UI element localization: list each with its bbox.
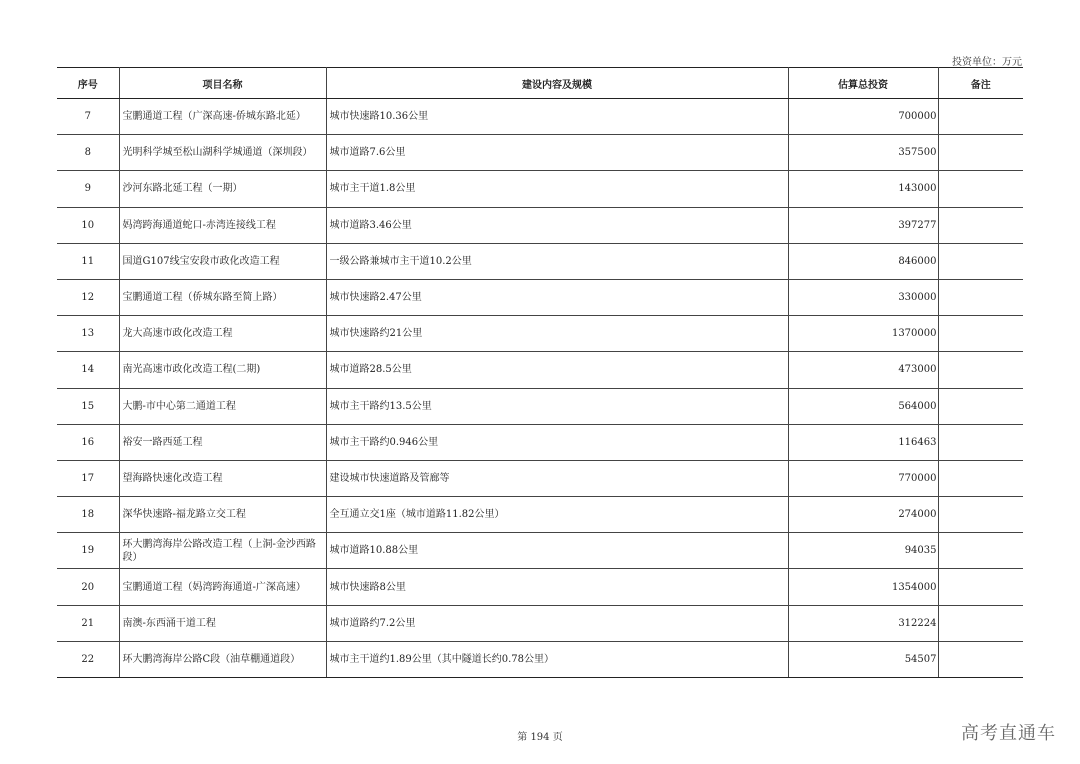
header-seq: 序号 — [57, 68, 119, 99]
cell-total-investment: 700000 — [788, 99, 938, 135]
table-row — [57, 641, 1023, 677]
table-row — [57, 533, 1023, 569]
table-row — [57, 497, 1023, 533]
header-remarks: 备注 — [938, 68, 1023, 99]
cell-content-scale: 城市快速路约21公里 — [326, 316, 788, 352]
cell-content-scale: 城市主干路约13.5公里 — [326, 388, 788, 424]
cell-remarks — [938, 641, 1023, 677]
cell-project-name: 南澳-东西涌干道工程 — [119, 605, 326, 641]
table-row — [57, 569, 1023, 605]
cell-content-scale: 城市道路28.5公里 — [326, 352, 788, 388]
cell-content-scale: 城市道路3.46公里 — [326, 207, 788, 243]
cell-project-name: 宝鹏通道工程（侨城东路至简上路） — [119, 279, 326, 315]
cell-remarks — [938, 207, 1023, 243]
investment-unit-note: 投资单位：万元 — [952, 57, 1022, 68]
cell-seq: 10 — [57, 207, 119, 243]
cell-content-scale: 一级公路兼城市主干道10.2公里 — [326, 243, 788, 279]
table-row — [57, 352, 1023, 388]
cell-seq: 16 — [57, 424, 119, 460]
cell-seq: 20 — [57, 569, 119, 605]
cell-seq: 9 — [57, 171, 119, 207]
watermark-logo-text: 高考直通车 — [961, 723, 1056, 744]
cell-seq: 18 — [57, 497, 119, 533]
cell-project-name: 沙河东路北延工程（一期） — [119, 171, 326, 207]
cell-project-name: 环大鹏湾海岸公路C段（油草棚通道段） — [119, 641, 326, 677]
table-row — [57, 135, 1023, 171]
cell-seq: 14 — [57, 352, 119, 388]
cell-content-scale: 城市主干路约0.946公里 — [326, 424, 788, 460]
page-number: 第 194 页 — [517, 732, 563, 743]
cell-total-investment: 143000 — [788, 171, 938, 207]
table-row — [57, 243, 1023, 279]
cell-seq: 17 — [57, 460, 119, 496]
cell-content-scale: 城市主干道约1.89公里（其中隧道长约0.78公里） — [326, 641, 788, 677]
cell-seq: 19 — [57, 533, 119, 569]
cell-total-investment: 846000 — [788, 243, 938, 279]
cell-content-scale: 城市道路10.88公里 — [326, 533, 788, 569]
cell-total-investment: 357500 — [788, 135, 938, 171]
cell-remarks — [938, 460, 1023, 496]
cell-seq: 21 — [57, 605, 119, 641]
cell-project-name: 深华快速路-福龙路立交工程 — [119, 497, 326, 533]
cell-remarks — [938, 424, 1023, 460]
cell-project-name: 宝鹏通道工程（广深高速-侨城东路北延） — [119, 99, 326, 135]
cell-total-investment: 397277 — [788, 207, 938, 243]
cell-content-scale: 城市主干道1.8公里 — [326, 171, 788, 207]
cell-seq: 7 — [57, 99, 119, 135]
cell-seq: 22 — [57, 641, 119, 677]
table-row — [57, 207, 1023, 243]
cell-total-investment: 564000 — [788, 388, 938, 424]
cell-project-name: 环大鹏湾海岸公路改造工程（上洞-金沙西路段） — [119, 533, 326, 569]
cell-remarks — [938, 279, 1023, 315]
cell-seq: 12 — [57, 279, 119, 315]
cell-remarks — [938, 135, 1023, 171]
cell-content-scale: 城市快速路8公里 — [326, 569, 788, 605]
cell-seq: 11 — [57, 243, 119, 279]
table-row — [57, 388, 1023, 424]
cell-seq: 8 — [57, 135, 119, 171]
cell-project-name: 国道G107线宝安段市政化改造工程 — [119, 243, 326, 279]
cell-remarks — [938, 533, 1023, 569]
cell-total-investment: 770000 — [788, 460, 938, 496]
cell-remarks — [938, 99, 1023, 135]
cell-total-investment: 1354000 — [788, 569, 938, 605]
cell-content-scale: 城市道路约7.2公里 — [326, 605, 788, 641]
table-row — [57, 279, 1023, 315]
cell-total-investment: 312224 — [788, 605, 938, 641]
cell-total-investment: 94035 — [788, 533, 938, 569]
cell-total-investment: 1370000 — [788, 316, 938, 352]
table-row — [57, 424, 1023, 460]
cell-project-name: 妈湾跨海通道蛇口-赤湾连接线工程 — [119, 207, 326, 243]
header-project-name: 项目名称 — [119, 68, 326, 99]
cell-content-scale: 建设城市快速道路及管廊等 — [326, 460, 788, 496]
table-row — [57, 99, 1023, 135]
table-row — [57, 460, 1023, 496]
cell-seq: 15 — [57, 388, 119, 424]
cell-total-investment: 473000 — [788, 352, 938, 388]
cell-project-name: 光明科学城至松山湖科学城通道（深圳段） — [119, 135, 326, 171]
project-table — [57, 67, 1023, 678]
cell-seq: 13 — [57, 316, 119, 352]
table-row — [57, 605, 1023, 641]
cell-project-name: 宝鹏通道工程（妈湾跨海通道-广深高速） — [119, 569, 326, 605]
cell-project-name: 大鹏-市中心第二通道工程 — [119, 388, 326, 424]
cell-project-name: 望海路快速化改造工程 — [119, 460, 326, 496]
cell-total-investment: 330000 — [788, 279, 938, 315]
cell-content-scale: 城市快速路10.36公里 — [326, 99, 788, 135]
header-content-scale: 建设内容及规模 — [326, 68, 788, 99]
cell-remarks — [938, 316, 1023, 352]
cell-project-name: 裕安一路西延工程 — [119, 424, 326, 460]
cell-remarks — [938, 352, 1023, 388]
table-row — [57, 316, 1023, 352]
table-row — [57, 171, 1023, 207]
cell-content-scale: 城市道路7.6公里 — [326, 135, 788, 171]
cell-content-scale: 城市快速路2.47公里 — [326, 279, 788, 315]
cell-remarks — [938, 171, 1023, 207]
table-body — [57, 99, 1023, 678]
cell-total-investment: 274000 — [788, 497, 938, 533]
cell-remarks — [938, 388, 1023, 424]
cell-remarks — [938, 243, 1023, 279]
cell-total-investment: 54507 — [788, 641, 938, 677]
cell-remarks — [938, 497, 1023, 533]
cell-project-name: 南光高速市政化改造工程(二期) — [119, 352, 326, 388]
header-total-investment: 估算总投资 — [788, 68, 938, 99]
cell-remarks — [938, 569, 1023, 605]
cell-remarks — [938, 605, 1023, 641]
cell-content-scale: 全互通立交1座（城市道路11.82公里） — [326, 497, 788, 533]
table-header-row — [57, 68, 1023, 99]
cell-total-investment: 116463 — [788, 424, 938, 460]
cell-project-name: 龙大高速市政化改造工程 — [119, 316, 326, 352]
